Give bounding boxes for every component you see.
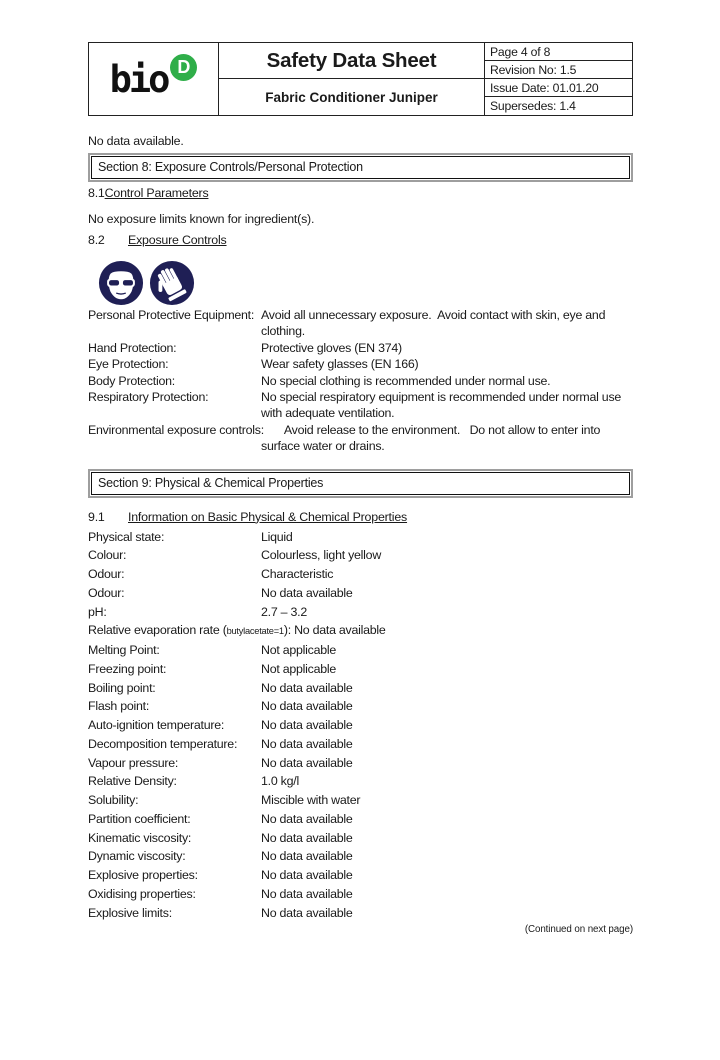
supersedes: Supersedes: 1.4 xyxy=(490,99,576,113)
property-label-small: butylacetate=1 xyxy=(226,626,284,637)
sds-document-page xyxy=(0,42,720,1060)
ppe-row xyxy=(88,340,633,356)
property-label: Freezing point: xyxy=(88,661,167,676)
property-row xyxy=(88,697,633,716)
property-label: Vapour pressure: xyxy=(88,755,179,770)
property-row xyxy=(88,885,633,904)
ppe-row xyxy=(88,389,633,422)
subsection-8-2-heading xyxy=(88,233,633,248)
property-row xyxy=(88,641,633,660)
property-label: Oxidising properties: xyxy=(88,886,196,901)
property-label: Odour: xyxy=(88,567,125,582)
property-value: No data available xyxy=(261,585,353,600)
property-value: Not applicable xyxy=(261,643,337,658)
property-label: Physical state: xyxy=(88,529,165,544)
property-value: No data available xyxy=(261,680,353,695)
ppe-row xyxy=(88,422,633,455)
header-meta-cell xyxy=(485,43,632,115)
property-value: ): No data available xyxy=(283,623,386,638)
property-row xyxy=(88,546,633,565)
property-value: Not applicable xyxy=(261,661,337,676)
property-row xyxy=(88,847,633,866)
section8-banner xyxy=(88,153,633,182)
property-row xyxy=(88,904,633,923)
property-value: 1.0 kg/l xyxy=(261,774,299,789)
continued-note: (Continued on next page) xyxy=(524,924,633,936)
property-row xyxy=(88,584,633,603)
subsection-9-1-title: Information on Basic Physical & Chemical Properties xyxy=(128,509,408,524)
property-row xyxy=(88,621,633,641)
ppe-label: Respiratory Protection: xyxy=(88,390,209,405)
ppe-value: Avoid all unnecessary exposure. Avoid contact with skin, eye and clothing. xyxy=(261,308,609,339)
property-row xyxy=(88,791,633,810)
property-row xyxy=(88,660,633,679)
subsection-9-1-number: 9.1 xyxy=(88,509,105,524)
product-name: Fabric Conditioner Juniper xyxy=(265,89,438,105)
property-label: Solubility: xyxy=(88,793,139,808)
physical-properties-list xyxy=(88,528,633,923)
ppe-row xyxy=(88,307,633,340)
document-title: Safety Data Sheet xyxy=(219,43,484,79)
logo-d-badge-icon: D xyxy=(170,54,197,81)
property-value: No data available xyxy=(261,886,353,901)
property-label: Melting Point: xyxy=(88,643,160,658)
property-row xyxy=(88,603,633,622)
eye-protection-goggles-icon xyxy=(98,260,144,306)
property-row xyxy=(88,735,633,754)
hand-protection-gloves-icon xyxy=(149,260,195,306)
subsection-8-2-title: Exposure Controls xyxy=(128,233,227,247)
ppe-label: Eye Protection: xyxy=(88,357,169,372)
property-value: 2.7 – 3.2 xyxy=(261,604,307,619)
ppe-row xyxy=(88,373,633,389)
property-row xyxy=(88,754,633,773)
subsection-8-1-title: Control Parameters xyxy=(104,186,209,200)
header-title-cell xyxy=(218,43,485,115)
property-label: Flash point: xyxy=(88,699,150,714)
property-label: Relative Density: xyxy=(88,774,177,789)
property-value: No data available xyxy=(261,755,353,770)
ppe-pictograms xyxy=(88,260,633,306)
property-value: No data available xyxy=(261,830,353,845)
section9-banner xyxy=(88,469,633,498)
property-row xyxy=(88,810,633,829)
property-value: No data available xyxy=(261,718,353,733)
property-label: Colour: xyxy=(88,548,127,563)
ppe-label: Hand Protection: xyxy=(88,340,177,355)
ppe-label: Personal Protective Equipment: xyxy=(88,308,255,322)
property-value: No data available xyxy=(261,905,353,920)
property-value: No data available xyxy=(261,849,353,864)
property-label: Relative evaporation rate ( xyxy=(88,623,227,638)
property-label: Decomposition temperature: xyxy=(88,736,238,751)
ppe-label: Body Protection: xyxy=(88,373,175,388)
property-row xyxy=(88,528,633,547)
property-row xyxy=(88,565,633,584)
property-label: Boiling point: xyxy=(88,680,156,695)
property-value: No data available xyxy=(261,736,353,751)
issue-date: Issue Date: 01.01.20 xyxy=(485,79,632,97)
property-value: No data available xyxy=(261,811,353,826)
brand-logo xyxy=(89,43,218,115)
property-row xyxy=(88,679,633,698)
ppe-value: No special clothing is recommended under normal use. xyxy=(261,373,551,388)
section8-banner-title: Section 8: Exposure Controls/Personal Protection xyxy=(91,156,630,179)
subsection-8-1-number: 8.1 xyxy=(88,186,105,200)
property-label: Partition coefficient: xyxy=(88,811,191,826)
subsection-9-1-heading xyxy=(88,510,633,525)
property-value: No data available xyxy=(261,868,353,883)
property-label: pH: xyxy=(88,604,107,619)
property-label: Explosive limits: xyxy=(88,905,172,920)
property-row xyxy=(88,772,633,791)
property-value: Liquid xyxy=(261,529,293,544)
document-header-table xyxy=(88,42,633,116)
ppe-row xyxy=(88,356,633,372)
ppe-value: Wear safety glasses (EN 166) xyxy=(261,357,419,372)
property-label: Dynamic viscosity: xyxy=(88,849,186,864)
property-label: Auto-ignition temperature: xyxy=(88,718,225,733)
property-value: No data available xyxy=(261,699,353,714)
revision-number: Revision No: 1.5 xyxy=(485,61,632,79)
property-row xyxy=(88,829,633,848)
ppe-value: No special respiratory equipment is recommended under normal use with adequate ventilation. xyxy=(261,390,625,421)
ppe-value: Protective gloves (EN 374) xyxy=(261,340,402,355)
property-value: Colourless, light yellow xyxy=(261,548,382,563)
page-number: Page 4 of 8 xyxy=(485,43,632,61)
exposure-limits-note: No exposure limits known for ingredient(s). xyxy=(88,212,315,226)
ppe-rows xyxy=(88,307,633,455)
property-label: Odour: xyxy=(88,585,125,600)
subsection-8-1-heading xyxy=(88,186,633,201)
ppe-label: Environmental exposure controls: xyxy=(88,422,264,437)
logo-text: bio xyxy=(109,57,168,101)
carryover-note: No data available. xyxy=(88,134,184,148)
property-row xyxy=(88,716,633,735)
ppe-value: Avoid release to the environment. Do not allow to enter into surface water or drains. xyxy=(261,422,604,454)
property-value: Characteristic xyxy=(261,567,334,582)
property-row xyxy=(88,866,633,885)
property-label: Explosive properties: xyxy=(88,868,198,883)
property-value: Miscible with water xyxy=(261,793,361,808)
section9-banner-title: Section 9: Physical & Chemical Properties xyxy=(91,472,630,495)
subsection-8-2-number: 8.2 xyxy=(88,233,105,247)
property-label: Kinematic viscosity: xyxy=(88,830,192,845)
